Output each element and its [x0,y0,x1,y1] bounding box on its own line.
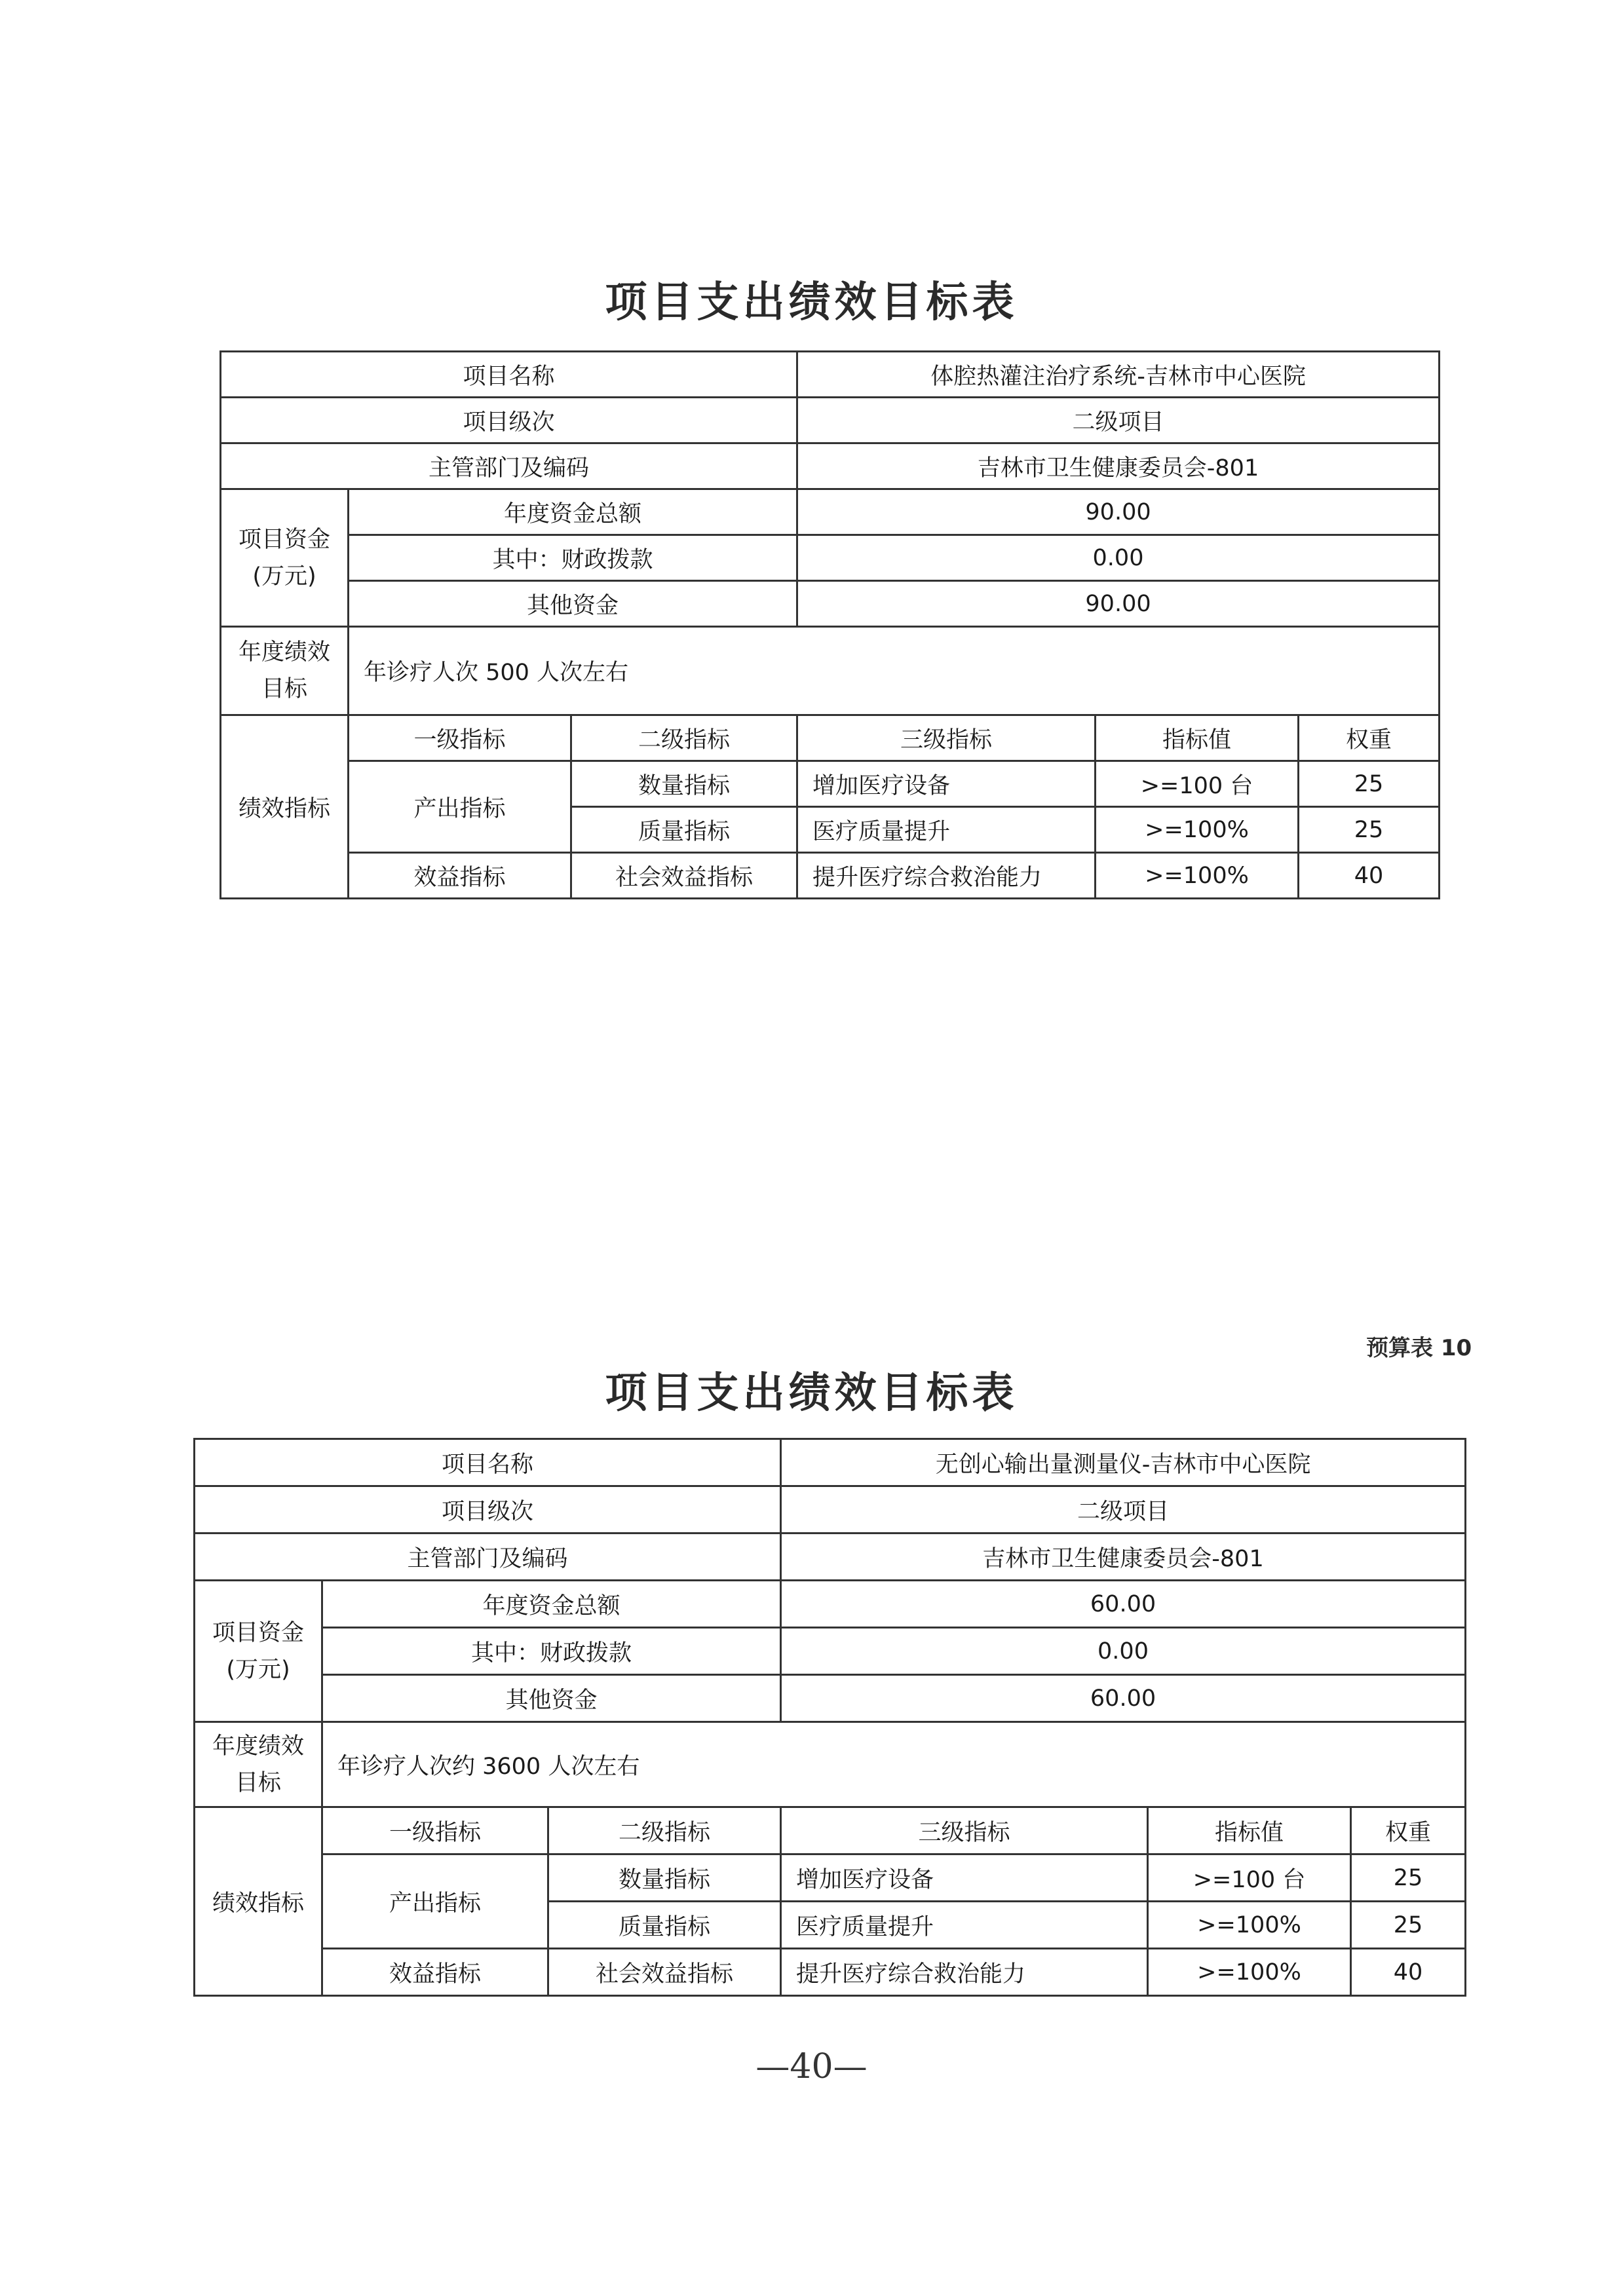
row2-value: >=100% [1096,807,1299,853]
project-level-value: 二级项目 [797,398,1440,443]
fiscal-label: 其中：财政拨款 [322,1628,781,1675]
department-label: 主管部门及编码 [221,443,797,489]
row1-weight: 25 [1351,1854,1466,1902]
header-level2: 二级指标 [548,1807,781,1854]
fiscal-value: 0.00 [797,535,1440,581]
funds-label: 项目资金 (万元) [221,489,349,627]
header-level1: 一级指标 [349,715,571,761]
header-weight: 权重 [1299,715,1440,761]
annual-goal-value: 年诊疗人次 500 人次左右 [349,627,1440,715]
row2-value: >=100% [1148,1902,1351,1949]
table2-title: 项目支出绩效目标表 [605,1369,1018,1418]
annual-total-value: 60.00 [781,1581,1466,1628]
row2-weight: 25 [1351,1902,1466,1949]
department-label: 主管部门及编码 [195,1534,781,1581]
row3-level1: 效益指标 [349,853,571,899]
annual-goal-label: 年度绩效 目标 [195,1722,322,1807]
table1 [220,350,1440,899]
row2-level2: 质量指标 [571,807,797,853]
other-funds-label: 其他资金 [322,1675,781,1722]
row1-level1: 产出指标 [322,1854,548,1949]
other-funds-label: 其他资金 [349,581,797,627]
annual-goal-value: 年诊疗人次约 3600 人次左右 [322,1722,1466,1807]
project-level-label: 项目级次 [195,1486,781,1534]
row1-level2: 数量指标 [548,1854,781,1902]
row3-level1: 效益指标 [322,1949,548,1996]
project-name-value: 无创心输出量测量仪-吉林市中心医院 [781,1439,1466,1486]
row3-weight: 40 [1351,1949,1466,1996]
header-level3: 三级指标 [797,715,1096,761]
header-level3: 三级指标 [781,1807,1148,1854]
row3-level2: 社会效益指标 [571,853,797,899]
other-funds-value: 90.00 [797,581,1440,627]
row3-value: >=100% [1096,853,1299,899]
indicators-label: 绩效指标 [221,715,349,899]
project-name-label: 项目名称 [221,352,797,398]
annual-goal-label: 年度绩效 目标 [221,627,349,715]
table2 [193,1438,1466,1997]
header-value: 指标值 [1096,715,1299,761]
annual-total-value: 90.00 [797,489,1440,535]
row1-level1: 产出指标 [349,761,571,853]
fiscal-label: 其中：财政拨款 [349,535,797,581]
row1-value: >=100 台 [1148,1854,1351,1902]
row3-weight: 40 [1299,853,1440,899]
annual-total-label: 年度资金总额 [322,1581,781,1628]
row1-value: >=100 台 [1096,761,1299,807]
row3-level3: 提升医疗综合救治能力 [797,853,1096,899]
page-number: —40— [755,2047,868,2086]
indicators-label: 绩效指标 [195,1807,322,1996]
header-level2: 二级指标 [571,715,797,761]
project-level-value: 二级项目 [781,1486,1466,1534]
annual-total-label: 年度资金总额 [349,489,797,535]
header-level1: 一级指标 [322,1807,548,1854]
funds-label: 项目资金 (万元) [195,1581,322,1722]
project-name-value: 体腔热灌注治疗系统-吉林市中心医院 [797,352,1440,398]
row1-level2: 数量指标 [571,761,797,807]
row2-level2: 质量指标 [548,1902,781,1949]
fiscal-value: 0.00 [781,1628,1466,1675]
other-funds-value: 60.00 [781,1675,1466,1722]
row3-level2: 社会效益指标 [548,1949,781,1996]
department-value: 吉林市卫生健康委员会-801 [781,1534,1466,1581]
budget-table-tag: 预算表 10 [1366,1335,1472,1361]
department-value: 吉林市卫生健康委员会-801 [797,443,1440,489]
row1-weight: 25 [1299,761,1440,807]
row1-level3: 增加医疗设备 [797,761,1096,807]
row2-level3: 医疗质量提升 [797,807,1096,853]
table1-title: 项目支出绩效目标表 [605,278,1018,327]
project-name-label: 项目名称 [195,1439,781,1486]
project-level-label: 项目级次 [221,398,797,443]
row2-weight: 25 [1299,807,1440,853]
header-value: 指标值 [1148,1807,1351,1854]
row3-value: >=100% [1148,1949,1351,1996]
header-weight: 权重 [1351,1807,1466,1854]
row3-level3: 提升医疗综合救治能力 [781,1949,1148,1996]
row2-level3: 医疗质量提升 [781,1902,1148,1949]
row1-level3: 增加医疗设备 [781,1854,1148,1902]
